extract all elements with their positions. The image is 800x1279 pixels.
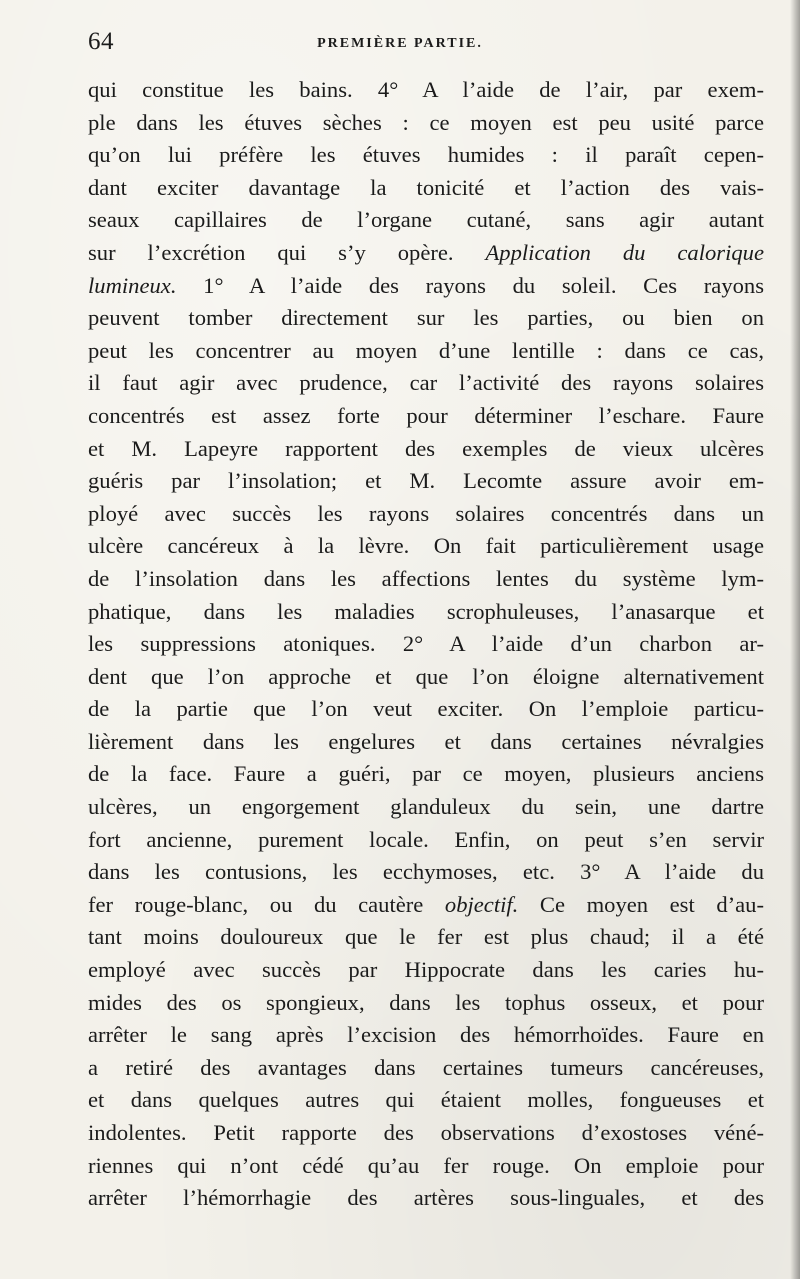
text-run: arrêter le sang après l’excision des hémorrhoïdes. Faure en xyxy=(88,1022,764,1048)
page-number: 64 xyxy=(88,28,114,55)
italic-text-run: lumineux. xyxy=(88,272,177,298)
text-line xyxy=(88,726,764,759)
text-run: indolentes. Petit rapporte des observations d’exostoses véné- xyxy=(88,1120,764,1145)
text-line xyxy=(88,530,764,563)
text-line xyxy=(88,791,764,824)
text-run: employé avec succès par Hippocrate dans les caries hu- xyxy=(88,957,764,983)
text-run: les suppressions atoniques. 2° A l’aide d’un charbon ar- xyxy=(88,631,764,657)
text-line xyxy=(88,1182,764,1215)
text-line xyxy=(88,237,764,270)
text-line xyxy=(88,172,764,205)
text-run: phatique, dans les maladies scrophuleuses, l’anasarque et xyxy=(88,598,764,624)
text-line xyxy=(88,563,764,596)
text-line xyxy=(88,302,764,335)
text-line xyxy=(88,596,764,629)
text-run: il faut agir avec prudence, car l’activité des rayons solaires xyxy=(88,370,764,396)
text-line xyxy=(88,921,764,954)
text-run: et M. Lapeyre rapportent des exemples de vieux ulcères xyxy=(88,435,764,461)
text-line xyxy=(88,1150,764,1183)
text-line xyxy=(88,139,764,172)
text-line xyxy=(88,824,764,857)
body-text xyxy=(88,74,764,1215)
text-line xyxy=(88,1084,764,1117)
text-run: et dans quelques autres qui étaient molles, fongueuses et xyxy=(88,1087,764,1113)
text-run: fort ancienne, purement locale. Enfin, on peut s’en servir xyxy=(88,826,764,852)
text-run: Ce moyen est d’au- xyxy=(518,891,764,917)
text-line xyxy=(88,465,764,498)
text-line xyxy=(88,433,764,466)
text-run: de la face. Faure a guéri, par ce moyen, plusieurs anciens xyxy=(88,761,764,787)
text-run: ployé avec succès les rayons solaires concentrés dans un xyxy=(88,500,764,526)
text-run: dans les contusions, les ecchymoses, etc. 3° A l’aide du xyxy=(88,859,764,885)
text-run: qui constitue les bains. 4° A l’aide de l’air, par exem- xyxy=(88,77,764,102)
text-line xyxy=(88,856,764,889)
text-run: fer rouge-blanc, ou du cautère xyxy=(88,891,445,917)
text-line xyxy=(88,758,764,791)
text-line xyxy=(88,74,764,107)
text-line xyxy=(88,498,764,531)
text-line xyxy=(88,693,764,726)
text-run: sur l’excrétion qui s’y opère. xyxy=(88,239,486,265)
text-run: ulcères, un engorgement glanduleux du sein, une dartre xyxy=(88,794,764,820)
text-line xyxy=(88,335,764,368)
text-line xyxy=(88,107,764,140)
text-run: riennes qui n’ont cédé qu’au fer rouge. On emploie pour xyxy=(88,1152,764,1178)
text-line xyxy=(88,270,764,303)
text-run: ulcère cancéreux à la lèvre. On fait particulièrement usage xyxy=(88,533,764,559)
text-run: de l’insolation dans les affections lentes du système lym- xyxy=(88,565,764,591)
text-run: de la partie que l’on veut exciter. On l’emploie particu- xyxy=(88,696,764,722)
text-line xyxy=(88,628,764,661)
text-run: seaux capillaires de l’organe cutané, sans agir autant xyxy=(88,207,764,233)
italic-text-run: objectif. xyxy=(444,891,519,917)
text-run: concentrés est assez forte pour déterminer l’eschare. Faure xyxy=(88,402,764,428)
text-line xyxy=(88,954,764,987)
text-line xyxy=(88,1117,764,1150)
text-run: guéris par l’insolation; et M. Lecomte assure avoir em- xyxy=(88,468,764,494)
text-run: arrêter l’hémorrhagie des artères sous-linguales, et des xyxy=(88,1185,764,1211)
text-run: dant exciter davantage la tonicité et l’action des vais- xyxy=(88,174,764,200)
text-line xyxy=(88,661,764,694)
text-line xyxy=(88,400,764,433)
running-head: PREMIÈRE PARTIE. xyxy=(317,36,483,51)
text-run: tant moins douloureux que le fer est plus chaud; il a été xyxy=(88,924,764,950)
text-line xyxy=(88,987,764,1020)
text-line xyxy=(88,1052,764,1085)
text-run: a retiré des avantages dans certaines tumeurs cancéreuses, xyxy=(88,1054,764,1080)
page-edge-shadow xyxy=(790,0,800,1279)
text-run: mides des os spongieux, dans les tophus osseux, et pour xyxy=(88,989,764,1015)
text-line xyxy=(88,1019,764,1052)
text-run: dent que l’on approche et que l’on éloigne alternativement xyxy=(88,663,764,689)
text-line xyxy=(88,889,764,922)
text-run: qu’on lui préfère les étuves humides : il paraît cepen- xyxy=(88,142,764,168)
text-run: lièrement dans les engelures et dans certaines névralgies xyxy=(88,728,764,754)
text-run: peuvent tomber directement sur les parties, ou bien on xyxy=(88,305,764,331)
italic-text-run: Application du calorique xyxy=(485,239,764,265)
text-line xyxy=(88,204,764,237)
text-run: 1° A l’aide des rayons du soleil. Ces rayons xyxy=(176,272,764,298)
text-run: ple dans les étuves sèches : ce moyen est peu usité parce xyxy=(88,109,764,135)
text-line xyxy=(88,367,764,400)
text-run: peut les concentrer au moyen d’une lentille : dans ce cas, xyxy=(88,337,764,363)
